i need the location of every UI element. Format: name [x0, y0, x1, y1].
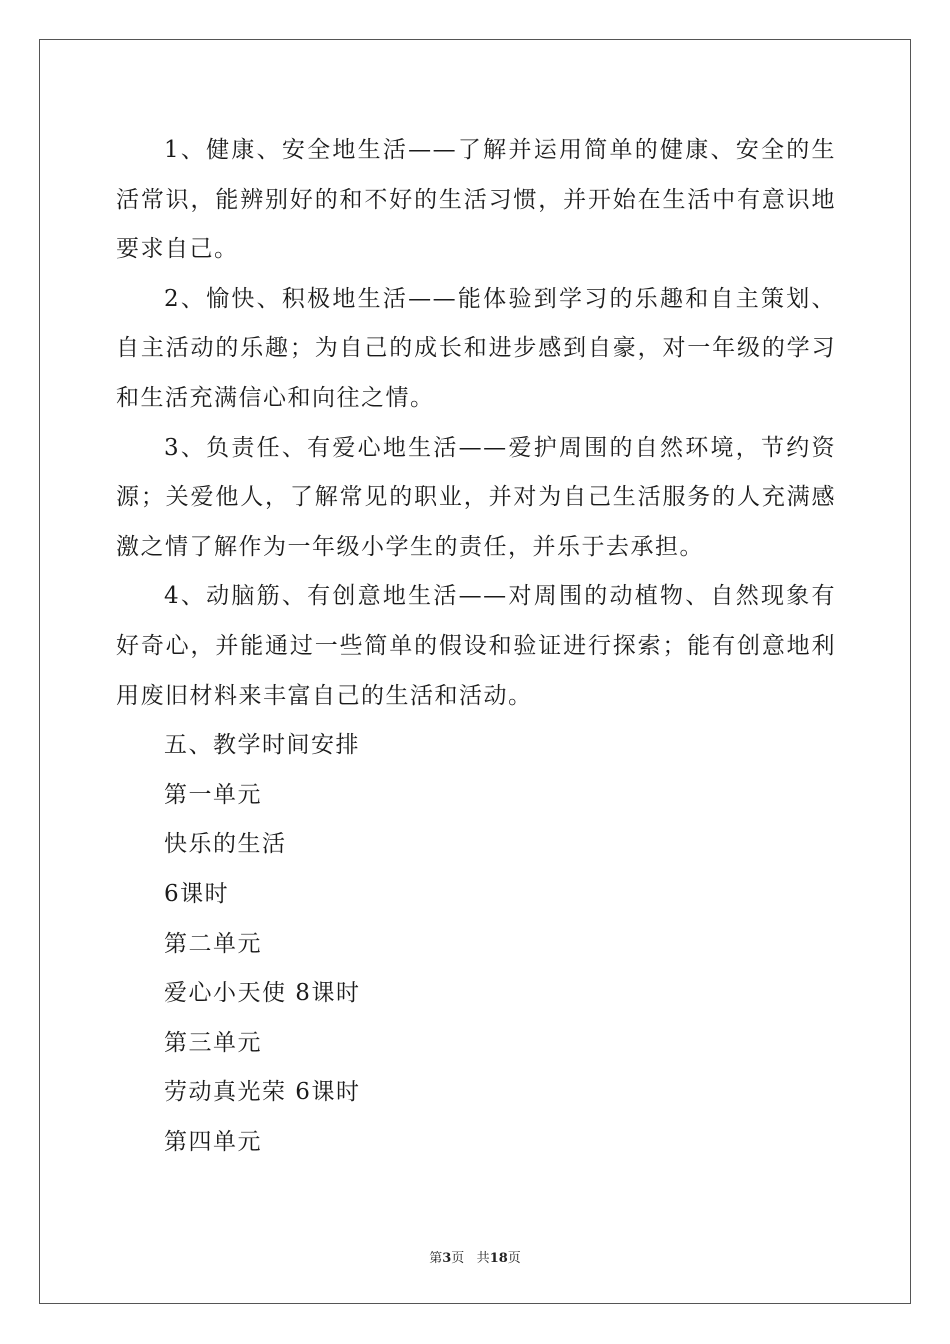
schedule-line: 快乐的生活: [164, 831, 287, 858]
footer-total-prefix: 共: [476, 1251, 490, 1266]
schedule-line: 第二单元: [164, 930, 262, 957]
document-body: [116, 126, 836, 1167]
footer-page-suffix: 页: [451, 1251, 465, 1266]
paragraph-4: 4、动脑筋、有创意地生活——对周围的动植物、自然现象有好奇心，并能通过一些简单的假设和验证进行探索；能有创意地利用废旧材料来丰富自己的生活和活动。: [116, 583, 836, 709]
section-heading: 五、教学时间安排: [164, 732, 360, 759]
footer-total-pages: 18: [489, 1251, 508, 1266]
footer-page-prefix: 第: [429, 1251, 443, 1266]
page-footer: [0, 1247, 950, 1266]
footer-total-suffix: 页: [507, 1251, 521, 1266]
paragraph-3: 3、负责任、有爱心地生活——爱护周围的自然环境，节约资源；关爱他人，了解常见的职业，并对为自己生活服务的人充满感激之情了解作为一年级小学生的责任，并乐于去承担。: [116, 434, 836, 560]
paragraph-1: 1、健康、安全地生活——了解并运用简单的健康、安全的生活常识，能辨别好的和不好的生活习惯，并开始在生活中有意识地要求自己。: [116, 137, 836, 263]
schedule-line: 第四单元: [164, 1128, 262, 1155]
footer-page-number: 3: [442, 1251, 452, 1266]
paragraph-2: 2、愉快、积极地生活——能体验到学习的乐趣和自主策划、自主活动的乐趣；为自己的成长和进步感到自豪，对一年级的学习和生活充满信心和向往之情。: [116, 285, 836, 411]
schedule-line: 第三单元: [164, 1029, 262, 1056]
schedule-line: 6课时: [164, 880, 230, 907]
schedule-line: 爱心小天使 8课时: [164, 980, 361, 1007]
schedule-line: 第一单元: [164, 781, 262, 808]
schedule-line: 劳动真光荣 6课时: [164, 1079, 361, 1106]
